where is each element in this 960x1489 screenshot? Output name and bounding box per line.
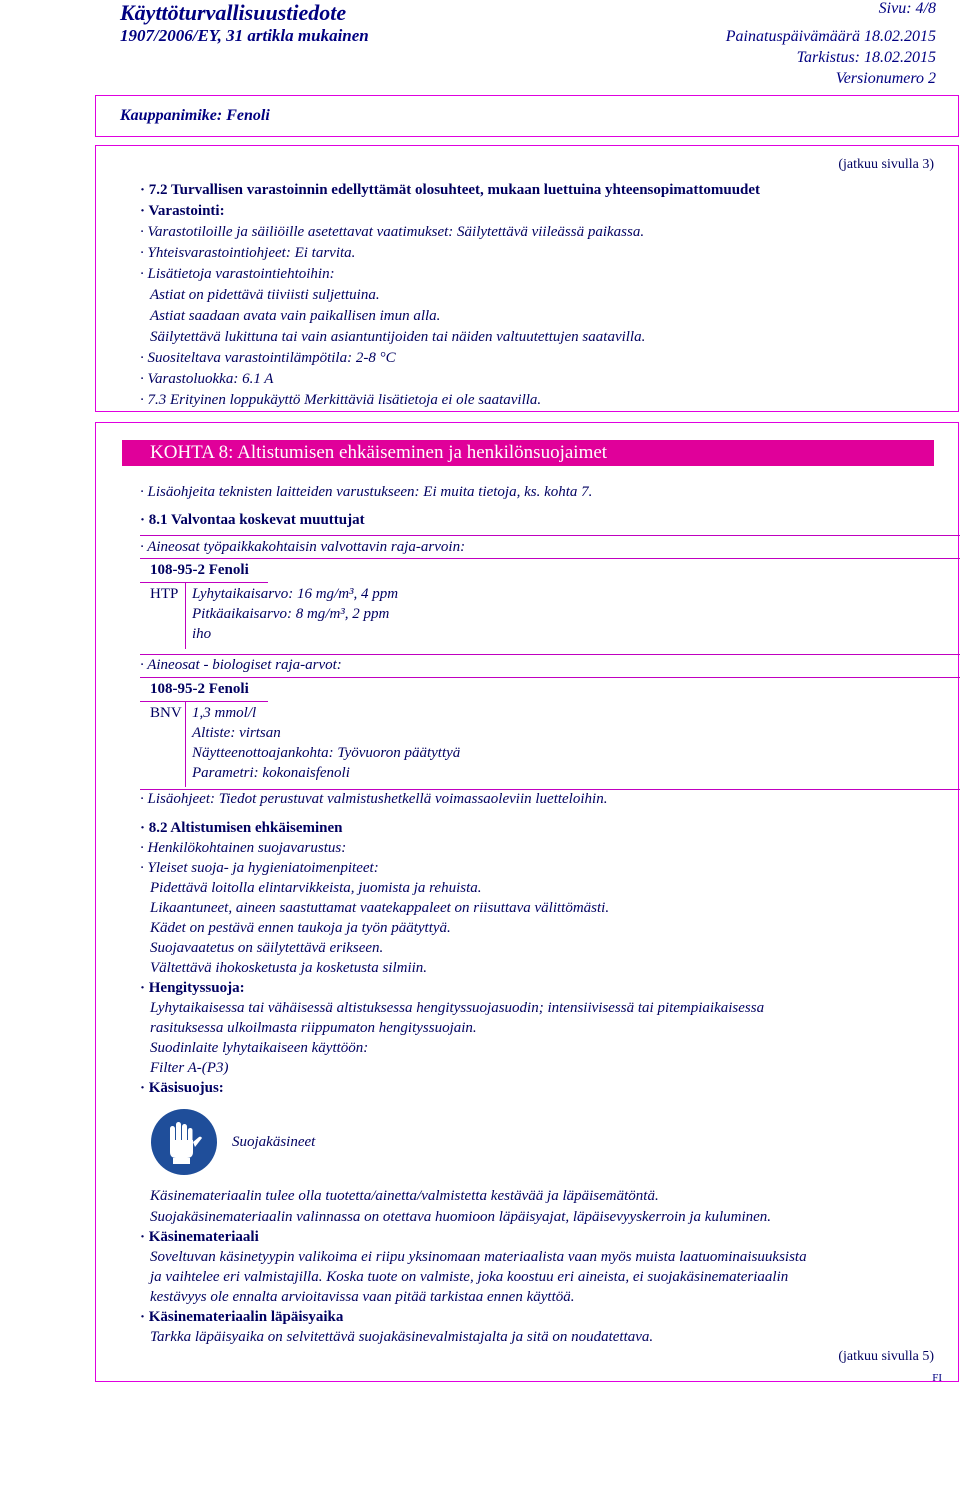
glove-material-line-3: kestävyys ole ennalta arvioitavissa vaan pitää tarkistaa ennen käyttöä.: [150, 1289, 575, 1305]
continued-from: (jatkuu sivulla 3): [838, 157, 934, 172]
limits-top-line: [140, 535, 960, 536]
revision-date: Tarkistus: 18.02.2015: [796, 49, 936, 66]
respiratory-title: · Hengityssuoja:: [140, 980, 245, 996]
hygiene-line-2: Likaantuneet, aineen saastuttamat vaatekappaleet on riisuttava välittömästi.: [150, 900, 610, 916]
bio-limits-title: · Aineosat - biologiset raja-arvot:: [140, 657, 342, 673]
limits-divider: [140, 558, 960, 559]
gloves-icon: [150, 1108, 218, 1176]
control-parameters-title: · 8.1 Valvontaa koskevat muuttujat: [140, 512, 365, 528]
htp-label: HTP: [150, 586, 179, 602]
hygiene-line-4: Suojavaatetus on säilytettävä erikseen.: [150, 940, 384, 956]
substance-phenol-2: 108-95-2 Fenoli: [150, 681, 249, 697]
hygiene-title: · Yleiset suoja- ja hygieniatoimenpiteet:: [140, 860, 379, 876]
storage-info-2: Astiat saadaan avata vain paikallisen imun alla.: [150, 308, 441, 324]
hygiene-line-3: Kädet on pestävä ennen taukoja ja työn päätyttyä.: [150, 920, 451, 936]
bnv-value: 1,3 mmol/l: [192, 705, 257, 721]
bio-top-line: [140, 654, 960, 655]
storage-info-1: Astiat on pidettävä tiiviisti suljettuina.: [150, 287, 380, 303]
exposure-controls-title: · 8.2 Altistumisen ehkäiseminen: [140, 820, 343, 836]
htp-long-term: Pitkäaikaisarvo: 8 mg/m³, 2 ppm: [192, 606, 390, 622]
respiratory-line-4: Filter A-(P3): [150, 1060, 229, 1076]
htp-short-term: Lyhytaikaisarvo: 16 mg/m³, 4 ppm: [192, 586, 399, 602]
engineering-controls-note: · Lisäohjeita teknisten laitteiden varustukseen: Ei muita tietoja, ks. kohta 7.: [140, 484, 593, 500]
s72-heading: · 7.2 Turvallisen varastoinnin edellyttämät olosuhteet, mukaan luettuina yhteensopimattomuudet: [140, 182, 761, 198]
storage-requirements: · Varastotiloille ja säiliöille asetettavat vaatimukset: Säilytettävä viileässä paikassa.: [140, 224, 645, 240]
gloves-label: Suojakäsineet: [232, 1134, 316, 1150]
penetration-title: · Käsinemateriaalin läpäisyaika: [140, 1309, 344, 1325]
storage-info-title: · Lisätietoja varastointiehtoihin:: [140, 266, 335, 282]
bnv-label: BNV: [150, 705, 182, 721]
storage-info-3: Säilytettävä lukittuna tai vain asiantuntijoiden tai näiden valtuutettujen saatavilla.: [150, 329, 646, 345]
storage-temperature: · Suositeltava varastointilämpötila: 2-8 °C: [140, 350, 396, 366]
bnv-parameter: Parametri: kokonaisfenoli: [192, 765, 350, 781]
hygiene-line-5: Vältettävä ihokosketusta ja kosketusta silmiin.: [150, 960, 428, 976]
respiratory-line-1: Lyhytaikaisessa tai vähäisessä altistuksessa hengityssuojasuodin; intensiivisessä tai pitempiaikaisessa: [150, 1000, 765, 1016]
glove-material-title: · Käsinemateriaali: [140, 1229, 259, 1245]
trade-name-box: [95, 95, 959, 137]
language-code: FI: [932, 1372, 942, 1384]
substance-phenol-1: 108-95-2 Fenoli: [150, 562, 249, 578]
storage-title: · Varastointi:: [140, 203, 225, 219]
ppe-title: · Henkilökohtainen suojavarustus:: [140, 840, 347, 856]
specific-end-use: · 7.3 Erityinen loppukäyttö Merkittäviä lisätietoja ei ole saatavilla.: [140, 392, 542, 408]
bnv-separator: [185, 702, 186, 787]
penetration-text: Tarkka läpäisyaika on selvitettävä suojakäsinevalmistajalta ja sitä on noudatettava.: [150, 1329, 654, 1345]
hand-protection-title: · Käsisuojus:: [140, 1080, 224, 1096]
section-8-heading: KOHTA 8: Altistumisen ehkäiseminen ja henkilönsuojaimet: [122, 440, 934, 466]
continues-on: (jatkuu sivulla 5): [838, 1349, 934, 1364]
substance-divider-1: [140, 582, 268, 583]
bnv-exposure: Altiste: virtsan: [192, 725, 281, 741]
version-number: Versionumero 2: [835, 70, 936, 87]
notes-top-line: [140, 789, 960, 790]
trade-name: Kauppanimike: Fenoli: [120, 107, 270, 124]
glove-material-line-2: ja vaihtelee eri valmistajilla. Koska tuote on valmiste, joka koostuu eri aineista, ei suojakäsinemateriaalin: [150, 1269, 789, 1285]
additional-notes: · Lisäohjeet: Tiedot perustuvat valmistushetkellä voimassaoleviin luetteloihin.: [140, 791, 608, 807]
hand-line-2: Suojakäsinemateriaalin valinnassa on otettava huomioon läpäisyajat, läpäisevyyskerroin ja kuluminen.: [150, 1209, 772, 1225]
joint-storage: · Yhteisvarastointiohjeet: Ei tarvita.: [140, 245, 356, 261]
bio-divider: [140, 677, 960, 678]
hand-line-1: Käsinemateriaalin tulee olla tuotetta/ainetta/valmistetta kestävää ja läpäisemätöntä.: [150, 1188, 659, 1204]
respiratory-line-2: rasituksessa ulkoilmasta riippumaton hengityssuojain.: [150, 1020, 477, 1036]
print-date: Painatuspäivämäärä 18.02.2015: [725, 28, 936, 45]
page-number: Sivu: 4/8: [878, 0, 936, 17]
storage-class: · Varastoluokka: 6.1 A: [140, 371, 274, 387]
workplace-limits-title: · Aineosat työpaikkakohtaisin valvottavin raja-arvoin:: [140, 539, 466, 555]
hygiene-line-1: Pidettävä loitolla elintarvikkeista, juomista ja rehuista.: [150, 880, 482, 896]
substance-divider-2: [140, 701, 268, 702]
htp-separator: [185, 583, 186, 649]
glove-material-line-1: Soveltuvan käsinetyypin valikoima ei riipu yksinomaan materiaalista vaan myös muista laatuominaisuuksista: [150, 1249, 807, 1265]
regulation-reference: 1907/2006/EY, 31 artikla mukainen: [120, 26, 369, 45]
htp-skin: iho: [192, 626, 212, 642]
document-title: Käyttöturvallisuustiedote: [120, 0, 347, 25]
bnv-sampling-time: Näytteenottoajankohta: Työvuoron päätyttyä: [192, 745, 461, 761]
respiratory-line-3: Suodinlaite lyhytaikaiseen käyttöön:: [150, 1040, 369, 1056]
